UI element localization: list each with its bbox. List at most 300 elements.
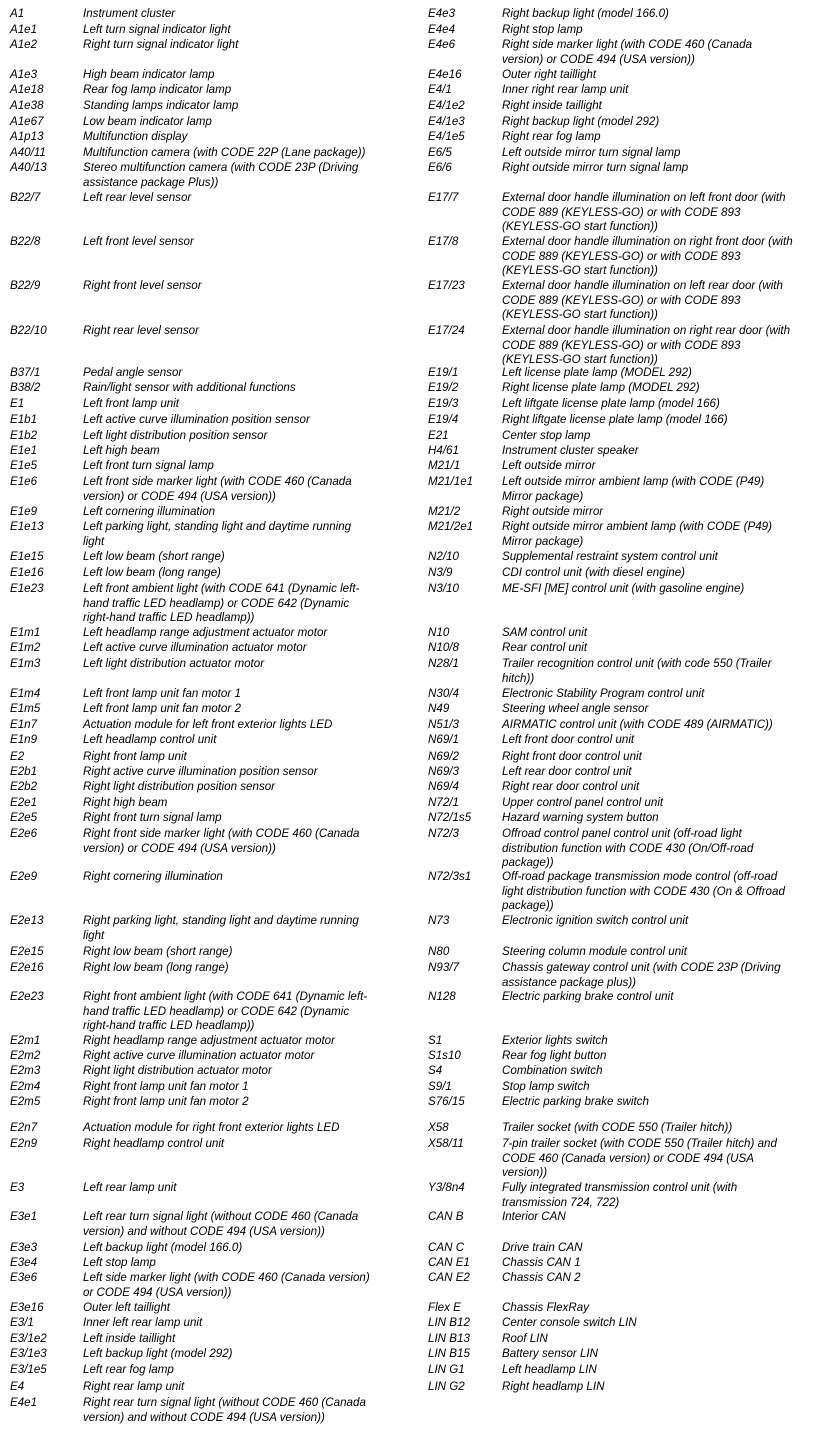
component-code: Y3/8n4 [428, 1181, 465, 1194]
component-description [502, 459, 595, 474]
component-code: E21 [428, 429, 449, 442]
component-description [502, 381, 700, 396]
component-description [502, 1256, 581, 1271]
description-line: Left parking light, standing light and daytime running [83, 520, 352, 533]
component-code: N72/1s5 [428, 811, 472, 824]
component-description [502, 279, 783, 323]
component-code: E1e1 [10, 444, 38, 457]
component-description [502, 765, 632, 780]
component-description [83, 582, 359, 626]
component-code: LIN G1 [428, 1363, 465, 1376]
component-code: E4/1e2 [428, 99, 465, 112]
component-code: E1e16 [10, 566, 44, 579]
component-description [83, 1301, 170, 1316]
component-code: N128 [428, 990, 456, 1003]
description-line: Trailer recognition control unit (with code 550 (Trailer [502, 657, 772, 670]
description-line: Right rear door control unit [502, 780, 640, 793]
component-description [83, 1080, 249, 1095]
component-code: LIN B13 [428, 1332, 470, 1345]
component-description [83, 444, 160, 459]
component-code: E3 [10, 1181, 25, 1194]
description-line: Left front ambient light (with CODE 641 (Dynamic left- [83, 582, 360, 595]
description-line: Right cornering illumination [83, 870, 223, 883]
component-code: E19/2 [428, 381, 459, 394]
component-code: E1m1 [10, 626, 41, 639]
component-description [502, 1095, 649, 1110]
description-line: Left backup light (model 166.0) [83, 1241, 243, 1254]
component-description [502, 191, 786, 235]
description-line: transmission 724, 722) [502, 1195, 620, 1209]
component-description [502, 23, 583, 38]
description-line: Right light distribution position sensor [83, 780, 276, 793]
component-code: A1e38 [10, 99, 44, 112]
component-code: E3/1 [10, 1316, 34, 1329]
description-line: Left low beam (short range) [83, 550, 225, 563]
description-line: Mirror package) [502, 534, 584, 548]
description-line: Left rear door control unit [502, 765, 632, 778]
description-line: CODE 889 (KEYLESS-GO) or with CODE 893 [502, 338, 741, 352]
component-description [502, 83, 628, 98]
component-description [83, 1210, 358, 1239]
component-code: E2m5 [10, 1095, 41, 1108]
description-line: External door handle illumination on right front door (with [502, 235, 793, 248]
component-code: A1e3 [10, 68, 38, 81]
component-code: A1 [10, 7, 25, 20]
component-code: E4e4 [428, 23, 456, 36]
description-line: Left front side marker light (with CODE 460 (Canada [83, 475, 352, 488]
description-line: Right front lamp unit [83, 750, 187, 763]
component-description [83, 397, 179, 412]
description-line: Left rear turn signal light (without CODE 460 (Canada [83, 1210, 359, 1223]
component-code: E17/7 [428, 191, 459, 204]
component-description [83, 191, 191, 206]
description-line: Left liftgate license plate lamp (model 166) [502, 397, 720, 410]
description-line: Right liftgate license plate lamp (model 166) [502, 413, 728, 426]
component-description [502, 1347, 598, 1362]
component-code: E1e13 [10, 520, 44, 533]
description-line: Right stop lamp [502, 23, 583, 36]
description-line: Right front lamp unit fan motor 1 [83, 1080, 249, 1093]
description-line: CODE 889 (KEYLESS-GO) or with CODE 893 [502, 205, 741, 219]
component-code: E19/1 [428, 366, 459, 379]
description-line: Right front ambient light (with CODE 641 (Dynamic left- [83, 990, 368, 1003]
description-line: Left front turn signal lamp [83, 459, 214, 472]
component-code: E1b2 [10, 429, 38, 442]
description-line: Left light distribution position sensor [83, 429, 268, 442]
component-description [83, 1363, 174, 1378]
component-code: N3/10 [428, 582, 459, 595]
component-description [502, 115, 659, 130]
component-description [502, 1332, 548, 1347]
description-line: Left headlamp control unit [83, 733, 217, 746]
description-line: Left outside mirror ambient lamp (with CODE (P49) [502, 475, 765, 488]
description-line: Left front level sensor [83, 235, 194, 248]
component-code: N28/1 [428, 657, 459, 670]
component-code: E4/1e3 [428, 115, 465, 128]
component-code: N69/4 [428, 780, 459, 793]
description-line: Left active curve illumination actuator motor [83, 641, 307, 654]
description-line: Steering column module control unit [502, 945, 687, 958]
description-line: Left front door control unit [502, 733, 635, 746]
component-code: E2b1 [10, 765, 38, 778]
component-code: B22/10 [10, 324, 47, 337]
component-description [502, 961, 781, 990]
description-line: Right front side marker light (with CODE 460 (Canada [83, 827, 360, 840]
description-line: version) and without CODE 494 (USA version)) [83, 1410, 325, 1424]
component-description [502, 945, 687, 960]
description-line: version) and without CODE 494 (USA version)) [83, 1224, 325, 1238]
description-line: distribution function with CODE 430 (On/Off-road [502, 841, 754, 855]
description-line: Left headlamp LIN [502, 1363, 597, 1376]
description-line: Right front turn signal lamp [83, 811, 222, 824]
description-line: Roof LIN [502, 1332, 548, 1345]
component-description [502, 566, 685, 581]
description-line: Multifunction camera (with CODE 22P (Lane package)) [83, 146, 366, 159]
description-line: Left front lamp unit fan motor 2 [83, 702, 241, 715]
component-code: A40/13 [10, 161, 47, 174]
component-code: N72/3s1 [428, 870, 472, 883]
description-line: ME-SFI [ME] control unit (with gasoline engine) [502, 582, 745, 595]
component-description [502, 1137, 777, 1181]
description-line: (KEYLESS-GO start function)) [502, 264, 658, 277]
component-description [502, 1080, 590, 1095]
component-code: E2e16 [10, 961, 44, 974]
component-code: E6/5 [428, 146, 452, 159]
component-description [502, 68, 596, 83]
description-line: Right turn signal indicator light [83, 38, 239, 51]
description-line: Hazard warning system button [502, 811, 659, 824]
description-line: Chassis CAN 2 [502, 1271, 581, 1284]
description-line: Right outside mirror turn signal lamp [502, 161, 689, 174]
component-description [83, 381, 296, 396]
component-description [83, 1256, 156, 1271]
component-code: E2e13 [10, 914, 44, 927]
description-line: light distribution function with CODE 430 (On & Offroad [502, 884, 785, 898]
component-code: E1b1 [10, 413, 38, 426]
component-code: E2e23 [10, 990, 44, 1003]
description-line: Steering wheel angle sensor [502, 702, 649, 715]
component-description [502, 626, 587, 641]
component-code: E2e6 [10, 827, 38, 840]
description-line: package)) [502, 856, 554, 869]
component-code: N10/8 [428, 641, 459, 654]
description-line: Fully integrated transmission control unit (with [502, 1181, 738, 1194]
component-description [502, 1301, 589, 1316]
description-line: 7-pin trailer socket (with CODE 550 (Trailer hitch) and [502, 1137, 777, 1150]
component-code: E2n9 [10, 1137, 38, 1150]
component-code: S4 [428, 1064, 443, 1077]
component-description [502, 870, 785, 914]
component-code: CAN B [428, 1210, 464, 1223]
component-code: A40/11 [10, 146, 46, 159]
component-description [502, 750, 642, 765]
component-description [502, 796, 663, 811]
component-description [83, 687, 241, 702]
component-description [83, 1049, 314, 1064]
component-code: E1e15 [10, 550, 44, 563]
component-code: E4e3 [428, 7, 456, 20]
description-line: Right active curve illumination position sensor [83, 765, 318, 778]
component-code: M21/1e1 [428, 475, 474, 488]
description-line: Left front lamp unit fan motor 1 [83, 687, 241, 700]
component-code: E1e9 [10, 505, 38, 518]
description-line: Left rear lamp unit [83, 1181, 177, 1194]
component-code: N51/3 [428, 718, 459, 731]
component-description [502, 1049, 606, 1064]
component-description [502, 780, 639, 795]
component-code: X58/11 [428, 1137, 464, 1150]
description-line: Right active curve illumination actuator motor [83, 1049, 315, 1062]
description-line: Right outside mirror [502, 505, 604, 518]
description-line: Right inside taillight [502, 99, 602, 112]
description-line: Left backup light (model 292) [83, 1347, 233, 1360]
component-description [502, 1181, 737, 1210]
component-code: E6/6 [428, 161, 452, 174]
description-line: hand traffic LED headlamp) or CODE 642 (Dynamic [83, 596, 350, 610]
component-description [502, 733, 634, 748]
description-line: (KEYLESS-GO start function)) [502, 353, 658, 366]
component-description [83, 1095, 249, 1110]
component-code: S1s10 [428, 1049, 461, 1062]
description-line: Left front lamp unit [83, 397, 180, 410]
description-line: Mirror package) [502, 489, 584, 503]
component-description [83, 702, 241, 717]
component-description [502, 1271, 581, 1286]
component-code: E2m2 [10, 1049, 41, 1062]
component-description [502, 641, 587, 656]
component-description [83, 1181, 176, 1196]
description-line: Trailer socket (with CODE 550 (Trailer hitch)) [502, 1121, 733, 1134]
description-line: Battery sensor LIN [502, 1347, 599, 1360]
description-line: Rear fog lamp indicator lamp [83, 83, 232, 96]
component-code: E1m4 [10, 687, 41, 700]
component-code: Flex E [428, 1301, 461, 1314]
component-description [83, 550, 225, 565]
description-line: Right front level sensor [83, 279, 202, 292]
description-line: or CODE 494 (USA version)) [83, 1285, 232, 1299]
component-description [502, 475, 764, 504]
component-description [502, 505, 603, 520]
component-description [83, 827, 359, 856]
description-line: Right parking light, standing light and daytime running [83, 914, 359, 927]
description-line: Electronic ignition switch control unit [502, 914, 689, 927]
description-line: Instrument cluster [83, 7, 176, 20]
component-code: E1e23 [10, 582, 44, 595]
component-description [83, 765, 318, 780]
component-description [83, 718, 332, 733]
component-code: E2n7 [10, 1121, 38, 1134]
component-description [502, 1241, 583, 1256]
description-line: External door handle illumination on left front door (with [502, 191, 786, 204]
component-description [83, 626, 327, 641]
component-description [83, 366, 182, 381]
description-line: External door handle illumination on left rear door (with [502, 279, 783, 292]
description-line: hand traffic LED headlamp) or CODE 642 (Dynamic [83, 1004, 350, 1018]
component-description [502, 161, 688, 176]
component-code: E3/1e2 [10, 1332, 47, 1345]
component-description [83, 505, 215, 520]
description-line: Pedal angle sensor [83, 366, 183, 379]
component-code: E3/1e5 [10, 1363, 47, 1376]
description-line: Actuation module for right front exterior lights LED [83, 1121, 340, 1134]
component-code: E1n9 [10, 733, 38, 746]
component-description [502, 914, 688, 929]
component-description [83, 961, 229, 976]
description-line: Right backup light (model 166.0) [502, 7, 669, 20]
component-description [83, 23, 231, 38]
component-description [83, 1034, 335, 1049]
description-line: Actuation module for left front exterior lights LED [83, 718, 333, 731]
description-line: Center stop lamp [502, 429, 591, 442]
component-description [83, 1396, 366, 1425]
description-line: Chassis CAN 1 [502, 1256, 581, 1269]
description-line: Stop lamp switch [502, 1080, 590, 1093]
description-line: Off-road package transmission mode control (off-road [502, 870, 778, 883]
component-code: N69/1 [428, 733, 459, 746]
component-code: N80 [428, 945, 450, 958]
component-code: E1m5 [10, 702, 41, 715]
component-code: E4e1 [10, 1396, 38, 1409]
description-line: Right light distribution actuator motor [83, 1064, 272, 1077]
description-line: Left high beam [83, 444, 160, 457]
component-code: E2e5 [10, 811, 38, 824]
component-code: M21/2 [428, 505, 461, 518]
component-code: E19/4 [428, 413, 459, 426]
component-description [83, 429, 267, 444]
component-code: X58 [428, 1121, 449, 1134]
component-description [502, 429, 590, 444]
component-description [83, 146, 365, 161]
component-code: E2e15 [10, 945, 44, 958]
component-description [502, 702, 648, 717]
description-line: Left outside mirror turn signal lamp [502, 146, 681, 159]
description-line: AIRMATIC control unit (with CODE 489 (AIRMATIC)) [502, 718, 773, 731]
component-code: E1e6 [10, 475, 38, 488]
description-line: High beam indicator lamp [83, 68, 215, 81]
component-code: E2m1 [10, 1034, 41, 1047]
component-description [83, 83, 231, 98]
description-line: Inner right rear lamp unit [502, 83, 629, 96]
component-description [502, 1064, 603, 1079]
description-line: Left outside mirror [502, 459, 596, 472]
component-description [83, 780, 275, 795]
component-description [83, 990, 367, 1034]
description-line: Left cornering illumination [83, 505, 216, 518]
description-line: Standing lamps indicator lamp [83, 99, 239, 112]
component-description [83, 161, 358, 190]
component-description [83, 324, 199, 339]
component-code: LIN B15 [428, 1347, 470, 1360]
description-line: Right rear level sensor [83, 324, 199, 337]
description-line: hitch)) [502, 671, 535, 685]
description-line: Interior CAN [502, 1210, 566, 1223]
description-line: Rain/light sensor with additional functions [83, 381, 296, 394]
component-description [502, 413, 728, 428]
description-line: CODE 889 (KEYLESS-GO) or with CODE 893 [502, 293, 741, 307]
component-code: A1e1 [10, 23, 38, 36]
component-code: N93/7 [428, 961, 459, 974]
description-line: Right license plate lamp (MODEL 292) [502, 381, 700, 394]
description-line: Exterior lights switch [502, 1034, 608, 1047]
description-line: assistance package Plus)) [83, 175, 219, 189]
component-description [502, 99, 602, 114]
component-description [83, 68, 214, 83]
component-code: E3e16 [10, 1301, 44, 1314]
description-line: Electric parking brake switch [502, 1095, 649, 1108]
description-line: Electric parking brake control unit [502, 990, 674, 1003]
component-description [83, 475, 352, 504]
component-code: E1m2 [10, 641, 41, 654]
description-line: Left active curve illumination position sensor [83, 413, 310, 426]
description-line: Right front door control unit [502, 750, 642, 763]
description-line: version) or CODE 494 (USA version)) [83, 489, 276, 503]
component-code: E4/1 [428, 83, 452, 96]
component-code: E2 [10, 750, 25, 763]
component-description [502, 1121, 732, 1136]
component-code: B37/1 [10, 366, 41, 379]
component-code: CAN E2 [428, 1271, 470, 1284]
description-line: Right headlamp control unit [83, 1137, 225, 1150]
description-line: Chassis FlexRay [502, 1301, 589, 1314]
component-description [502, 7, 669, 22]
component-code: E2m4 [10, 1080, 41, 1093]
component-code: N73 [428, 914, 450, 927]
description-line: assistance package plus)) [502, 975, 637, 989]
description-line: Left license plate lamp (MODEL 292) [502, 366, 692, 379]
description-line: Multifunction display [83, 130, 188, 143]
description-line: Low beam indicator lamp [83, 115, 212, 128]
component-description [502, 1363, 597, 1378]
component-code: E1m3 [10, 657, 41, 670]
description-line: SAM control unit [502, 626, 588, 639]
component-code: LIN B12 [428, 1316, 470, 1329]
component-description [83, 99, 238, 114]
description-line: Left rear fog lamp [83, 1363, 174, 1376]
component-code: N69/3 [428, 765, 459, 778]
description-line: CODE 889 (KEYLESS-GO) or with CODE 893 [502, 249, 741, 263]
component-code: H4/61 [428, 444, 459, 457]
component-description [502, 397, 720, 412]
component-code: E1e5 [10, 459, 38, 472]
description-line: version)) [502, 1166, 548, 1179]
component-description [83, 733, 216, 748]
component-code: LIN G2 [428, 1380, 465, 1393]
component-description [502, 1210, 566, 1225]
description-line: Inner left rear lamp unit [83, 1316, 203, 1329]
component-description [83, 1316, 202, 1331]
component-description [502, 146, 681, 161]
description-line: Outer right taillight [502, 68, 597, 81]
component-description [83, 641, 307, 656]
description-line: Right rear fog lamp [502, 130, 601, 143]
component-description [83, 235, 194, 250]
component-code: A1e67 [10, 115, 44, 128]
component-code: E1n7 [10, 718, 38, 731]
description-line: Left light distribution actuator motor [83, 657, 265, 670]
component-code: N72/3 [428, 827, 459, 840]
component-code: N72/1 [428, 796, 459, 809]
description-line: right-hand traffic LED headlamp)) [83, 611, 255, 624]
component-description [83, 566, 221, 581]
component-code: E4/1e5 [428, 130, 465, 143]
component-description [83, 459, 214, 474]
description-line: Left stop lamp [83, 1256, 156, 1269]
component-description [502, 324, 790, 368]
component-description [83, 1064, 272, 1079]
component-code: N3/9 [428, 566, 453, 579]
component-description [502, 130, 601, 145]
component-description [83, 1241, 242, 1256]
